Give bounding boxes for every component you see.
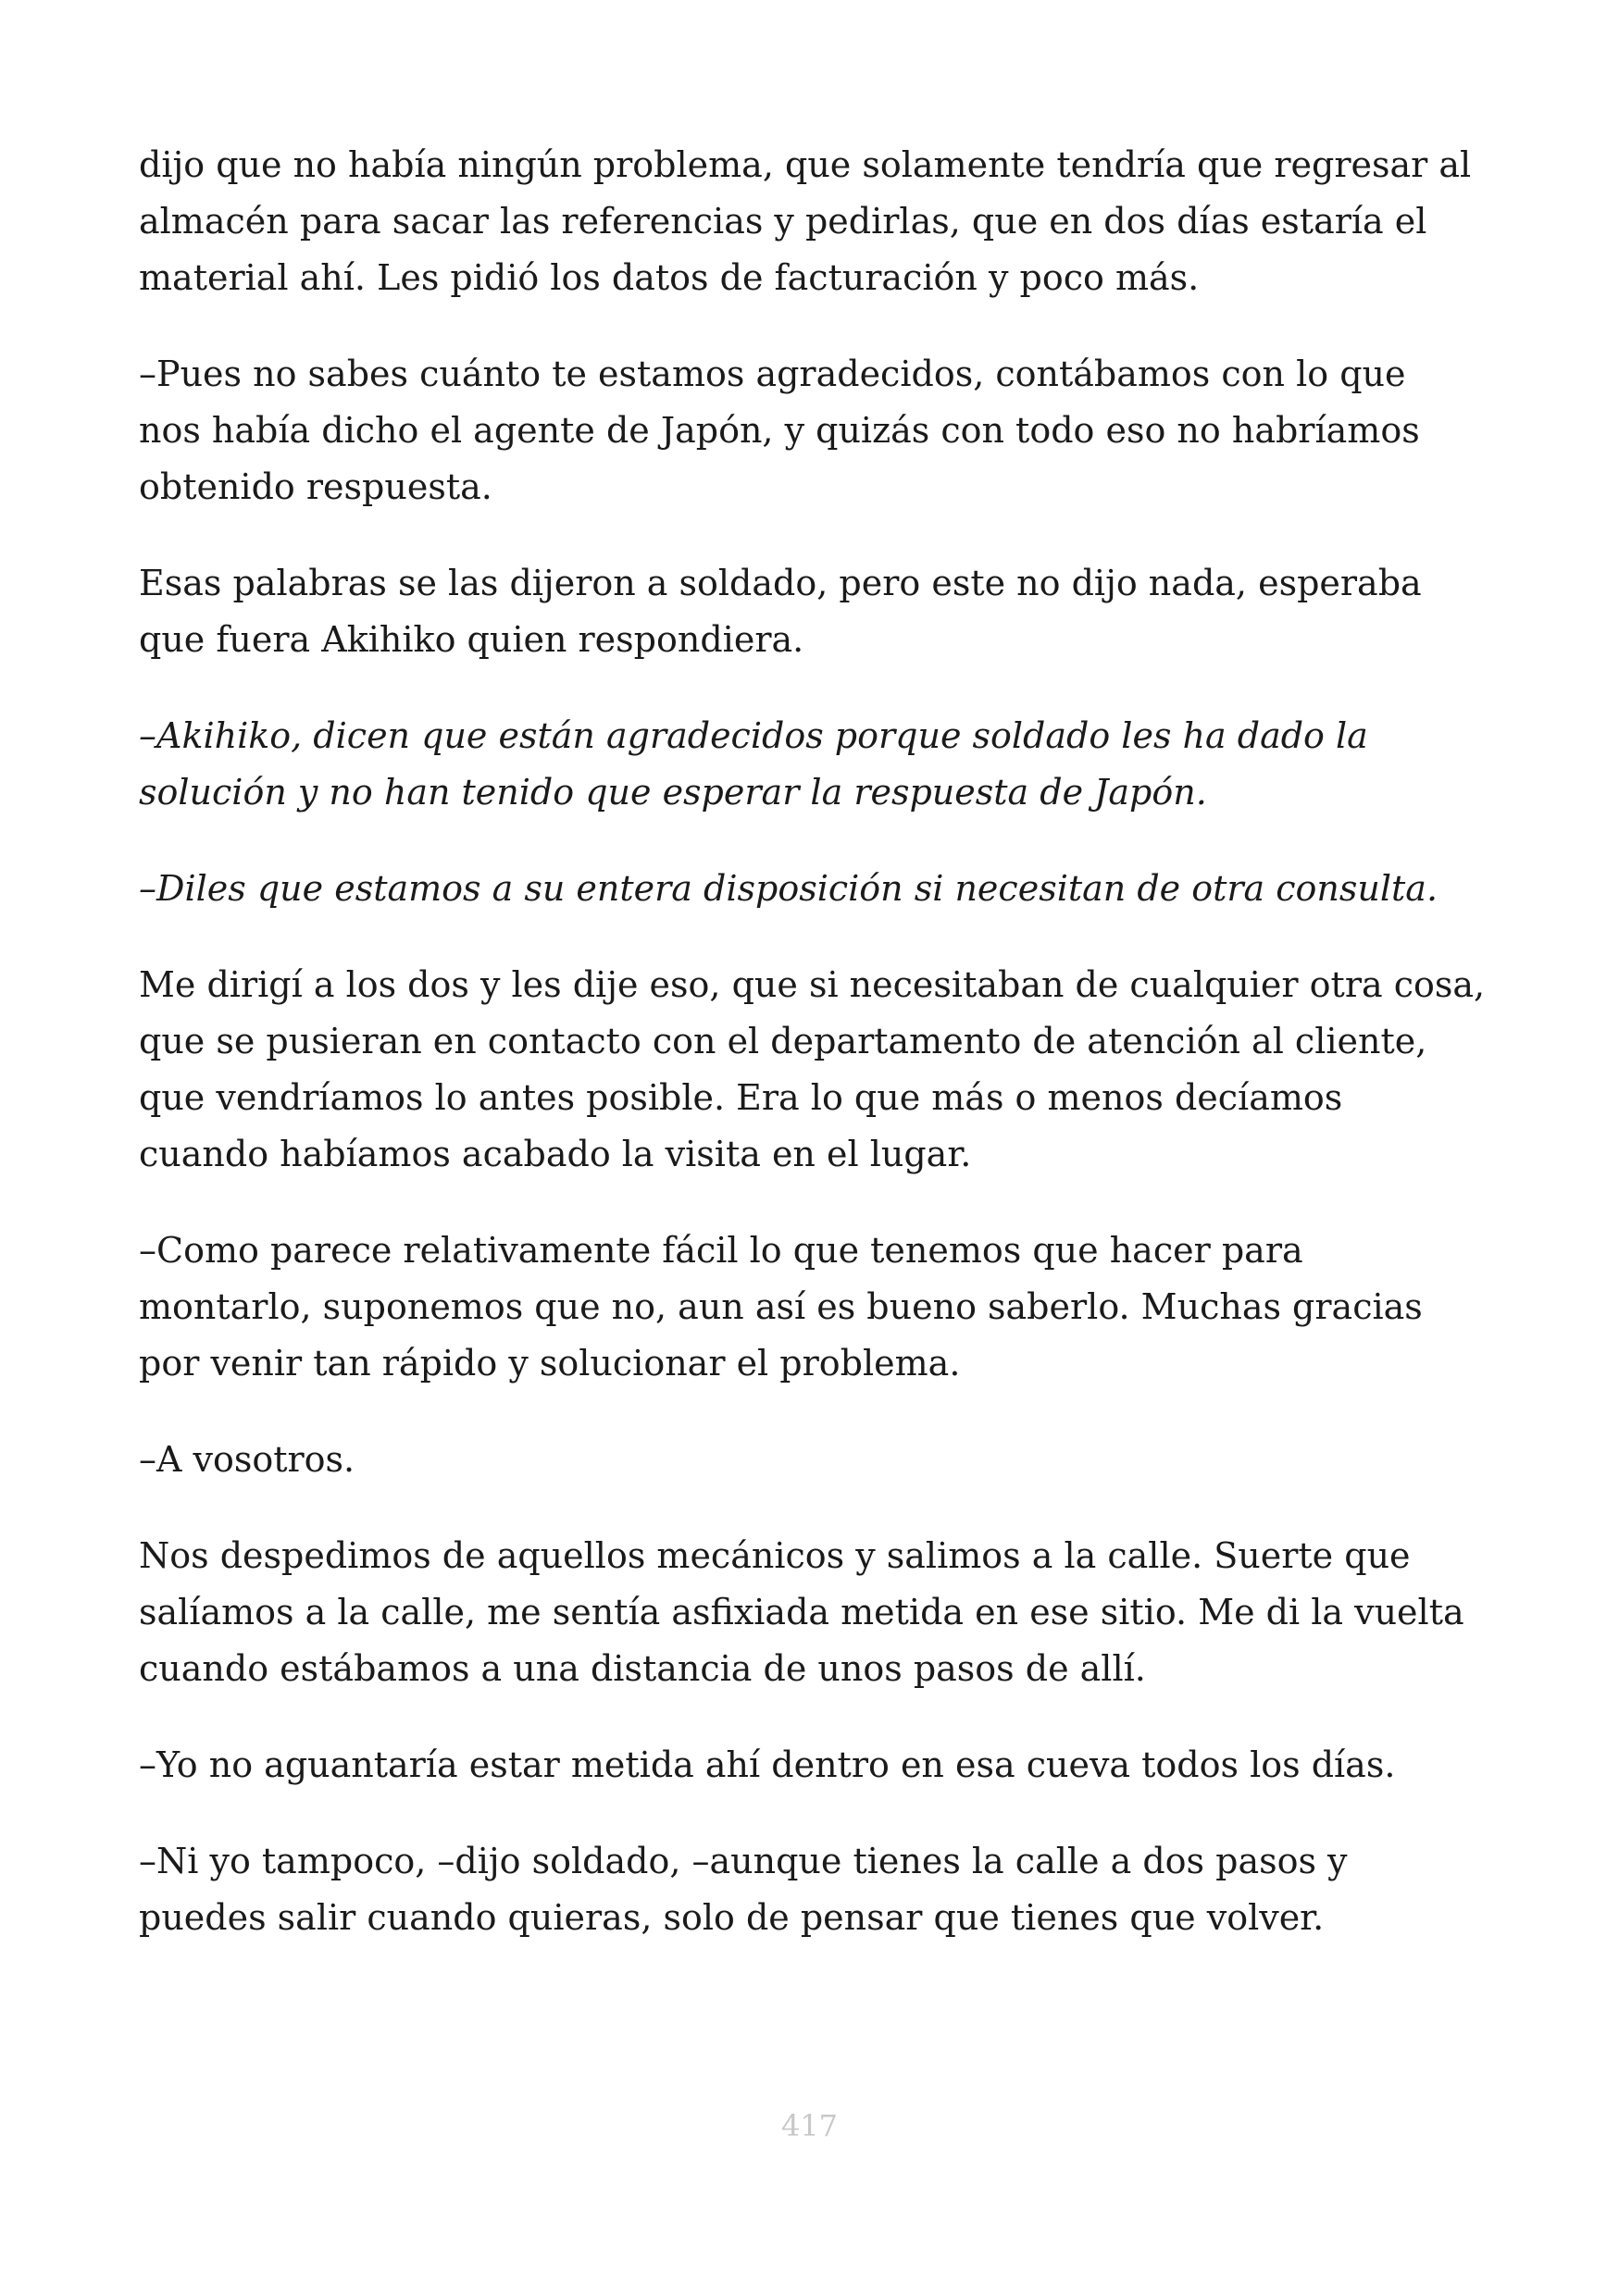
text-line: que vendríamos lo antes posible. Era lo que más o menos decíamos [139, 1077, 1343, 1118]
text-line: –Diles que estamos a su entera disposición si necesitan de otra consulta. [139, 868, 1438, 909]
paragraph [139, 1528, 1490, 1697]
text-line: Esas palabras se las dijeron a soldado, pero este no dijo nada, esperaba [139, 563, 1422, 603]
paragraph [139, 1432, 1490, 1488]
text-line: montarlo, suponemos que no, aun así es bueno saberlo. Muchas gracias [139, 1286, 1423, 1327]
paragraph [139, 708, 1490, 821]
text-line: Nos despedimos de aquellos mecánicos y salimos a la calle. Suerte que [139, 1535, 1411, 1576]
text-line: cuando habíamos acabado la visita en el lugar. [139, 1134, 972, 1174]
text-line: que fuera Akihiko quien respondiera. [139, 619, 804, 660]
text-line: –A vosotros. [139, 1439, 355, 1480]
paragraph [139, 346, 1490, 515]
text-line: solución y no han tenido que esperar la respuesta de Japón. [139, 772, 1207, 813]
text-line: Me dirigí a los dos y les dije eso, que si necesitaban de cualquier otra cosa, [139, 964, 1486, 1005]
paragraph [139, 957, 1490, 1183]
paragraph [139, 1833, 1490, 1946]
body-text [139, 137, 1490, 1986]
text-line: cuando estábamos a una distancia de unos pasos de allí. [139, 1648, 1146, 1689]
text-line: que se pusieran en contacto con el departamento de atención al cliente, [139, 1021, 1427, 1061]
paragraph [139, 1737, 1490, 1793]
text-line: –Pues no sabes cuánto te estamos agradecidos, contábamos con lo que [139, 354, 1406, 394]
text-line: –Como parece relativamente fácil lo que tenemos que hacer para [139, 1230, 1303, 1271]
paragraph [139, 861, 1490, 917]
text-line: nos había dicho el agente de Japón, y quizás con todo eso no habríamos [139, 410, 1420, 451]
text-line: puedes salir cuando quieras, solo de pensar que tienes que volver. [139, 1897, 1325, 1938]
text-line: almacén para sacar las referencias y pedirlas, que en dos días estaría el [139, 201, 1427, 242]
paragraph [139, 137, 1490, 306]
paragraph [139, 555, 1490, 668]
text-line: por venir tan rápido y solucionar el problema. [139, 1343, 961, 1384]
text-line: –Yo no aguantaría estar metida ahí dentro en esa cueva todos los días. [139, 1744, 1396, 1785]
text-line: material ahí. Les pidió los datos de facturación y poco más. [139, 257, 1200, 298]
page-number: 417 [780, 2108, 839, 2143]
text-line: –Akihiko, dicen que están agradecidos porque soldado les ha dado la [139, 715, 1368, 756]
paragraph [139, 1222, 1490, 1392]
text-line: –Ni yo tampoco, –dijo soldado, –aunque tienes la calle a dos pasos y [139, 1841, 1348, 1881]
text-line: salíamos a la calle, me sentía asfixiada metida en ese sitio. Me di la vuelta [139, 1592, 1464, 1632]
text-line: obtenido respuesta. [139, 466, 492, 507]
text-line: dijo que no había ningún problema, que solamente tendría que regresar al [139, 144, 1472, 185]
